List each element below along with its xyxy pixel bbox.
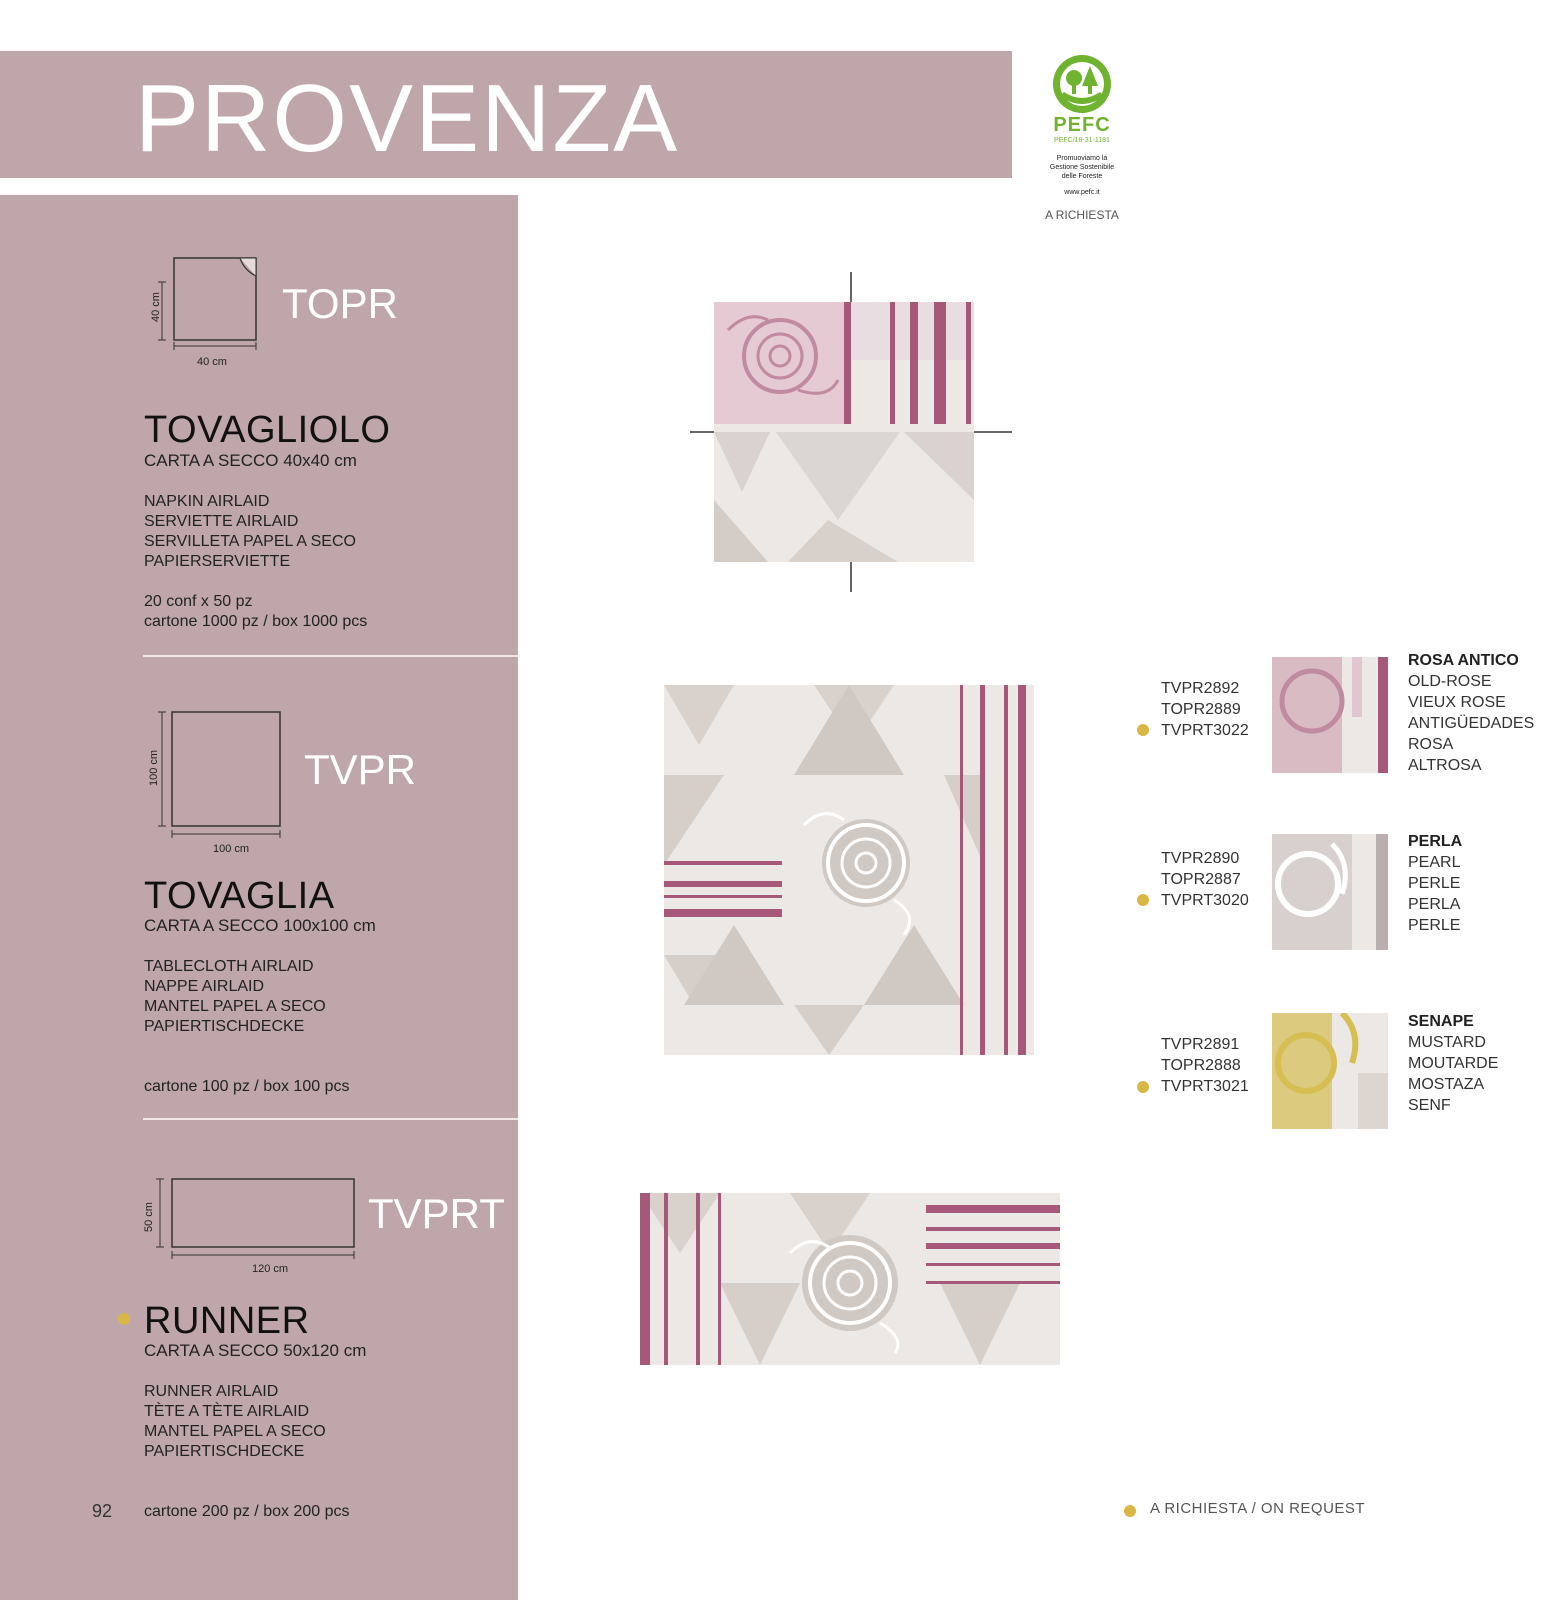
product-subtitle: CARTA A SECCO 50x120 cm — [144, 1341, 367, 1360]
product-packaging — [144, 1077, 349, 1097]
translation-item: NAPKIN AIRLAID — [144, 493, 270, 510]
variant-codes — [1161, 678, 1249, 741]
translation-item: RUNNER AIRLAID — [144, 1383, 279, 1400]
product-code: TOPR — [282, 280, 398, 327]
pefc-tree-icon — [1040, 54, 1124, 116]
variant-name: PERLA — [1408, 896, 1461, 913]
product-code: TVPR — [304, 746, 417, 793]
variant-name: PEARL — [1408, 854, 1461, 871]
translation-item: PAPIERSERVIETTE — [144, 553, 291, 570]
product-subtitle: CARTA A SECCO 40x40 cm — [144, 451, 357, 470]
variant-name: PERLE — [1408, 917, 1461, 934]
packaging-line: cartone 1000 pz / box 1000 pcs — [144, 613, 368, 630]
variant-code: TVPR2891 — [1161, 1036, 1240, 1053]
packaging-line: cartone 200 pz / box 200 pcs — [144, 1503, 350, 1520]
translation-item: MANTEL PAPEL A SECO — [144, 1423, 326, 1440]
product-name: RUNNER — [144, 1300, 310, 1342]
dimension-width-label: 100 cm — [213, 843, 250, 855]
napkin-image — [688, 270, 1014, 594]
product-packaging — [144, 1502, 349, 1522]
variant-code: TOPR2888 — [1161, 1057, 1241, 1074]
pefc-code: PEFC/18-31-1181 — [1054, 137, 1110, 144]
packaging-line: cartone 100 pz / box 100 pcs — [144, 1078, 350, 1095]
on-request-dot — [1137, 894, 1149, 906]
variant-name: PERLE — [1408, 875, 1461, 892]
packaging-line: 20 conf x 50 pz — [144, 593, 253, 610]
translation-item: SERVIETTE AIRLAID — [144, 513, 299, 530]
runner-image — [640, 1193, 1060, 1365]
runner-dimension-diagram — [140, 1175, 370, 1265]
variant-name-main: SENAPE — [1408, 1013, 1474, 1030]
napkin-dimension-diagram — [148, 252, 268, 352]
variant-name: ANTIGÜEDADES — [1408, 715, 1535, 732]
swatch-rosa-antico — [1272, 657, 1388, 773]
dimension-width-label: 40 cm — [197, 356, 227, 368]
legend-dot — [1124, 1505, 1136, 1517]
translation-item: PAPIERTISCHDECKE — [144, 1443, 305, 1460]
pefc-brand: PEFC — [1053, 114, 1111, 136]
pefc-line-3: delle Foreste — [1061, 173, 1103, 180]
translation-item: NAPPE AIRLAID — [144, 978, 265, 995]
variant-code: TVPR2890 — [1161, 850, 1240, 867]
pefc-logo — [1040, 54, 1124, 204]
variant-name: MUSTARD — [1408, 1034, 1486, 1051]
variant-code: TVPRT3022 — [1161, 722, 1249, 739]
product-translations — [144, 492, 356, 572]
product-subtitle: CARTA A SECCO 100x100 cm — [144, 916, 376, 935]
on-request-dot — [118, 1313, 130, 1325]
dimension-height-label: 50 cm — [143, 1202, 155, 1232]
variant-name: ROSA — [1408, 736, 1454, 753]
section-divider — [143, 655, 518, 657]
tablecloth-image — [664, 685, 1034, 1055]
variant-code: TOPR2889 — [1161, 701, 1241, 718]
swatch-senape — [1272, 1013, 1388, 1129]
pefc-line-1: Promuoviamo la — [1056, 155, 1108, 162]
translation-item: SERVILLETA PAPEL A SECO — [144, 533, 356, 550]
section-divider — [143, 1118, 518, 1120]
pefc-line-2: Gestione Sostenibile — [1049, 164, 1115, 171]
on-request-dot — [1137, 724, 1149, 736]
variant-codes — [1161, 848, 1249, 911]
page-number: 92 — [92, 1501, 113, 1521]
variant-name: SENF — [1408, 1097, 1451, 1114]
variant-name: MOUTARDE — [1408, 1055, 1499, 1072]
variant-names — [1408, 650, 1534, 776]
translation-item: TÈTE A TÈTE AIRLAID — [144, 1403, 310, 1420]
translation-item: PAPIERTISCHDECKE — [144, 1018, 305, 1035]
product-translations — [144, 1382, 326, 1462]
translation-item: TABLECLOTH AIRLAID — [144, 958, 314, 975]
variant-name: VIEUX ROSE — [1408, 694, 1506, 711]
translation-item: MANTEL PAPEL A SECO — [144, 998, 326, 1015]
variant-code: TVPRT3020 — [1161, 892, 1249, 909]
on-request-legend: A RICHIESTA / ON REQUEST — [1150, 1500, 1366, 1517]
dimension-height-label: 40 cm — [150, 292, 162, 322]
dimension-width-label: 120 cm — [252, 1263, 289, 1275]
pefc-url: www.pefc.it — [1064, 189, 1100, 196]
product-name: TOVAGLIOLO — [144, 409, 391, 451]
variant-code: TVPR2892 — [1161, 680, 1240, 697]
swatch-perla — [1272, 834, 1388, 950]
dimension-height-label: 100 cm — [148, 749, 160, 786]
variant-codes — [1161, 1034, 1249, 1097]
variant-name: OLD-ROSE — [1408, 673, 1492, 690]
variant-code: TOPR2887 — [1161, 871, 1241, 888]
variant-name-main: ROSA ANTICO — [1408, 652, 1519, 669]
pefc-note: A RICHIESTA — [1045, 208, 1119, 222]
variant-name: MOSTAZA — [1408, 1076, 1485, 1093]
product-translations — [144, 957, 326, 1037]
page-title: PROVENZA — [135, 65, 680, 172]
variant-names — [1408, 831, 1462, 936]
product-name: TOVAGLIA — [144, 875, 335, 917]
variant-name-main: PERLA — [1408, 833, 1463, 850]
variant-code: TVPRT3021 — [1161, 1078, 1249, 1095]
product-code: TVPRT — [368, 1190, 505, 1237]
tablecloth-dimension-diagram — [148, 710, 298, 850]
variant-names — [1408, 1011, 1498, 1116]
on-request-dot — [1137, 1081, 1149, 1093]
variant-name: ALTROSA — [1408, 757, 1482, 774]
product-packaging — [144, 592, 367, 632]
